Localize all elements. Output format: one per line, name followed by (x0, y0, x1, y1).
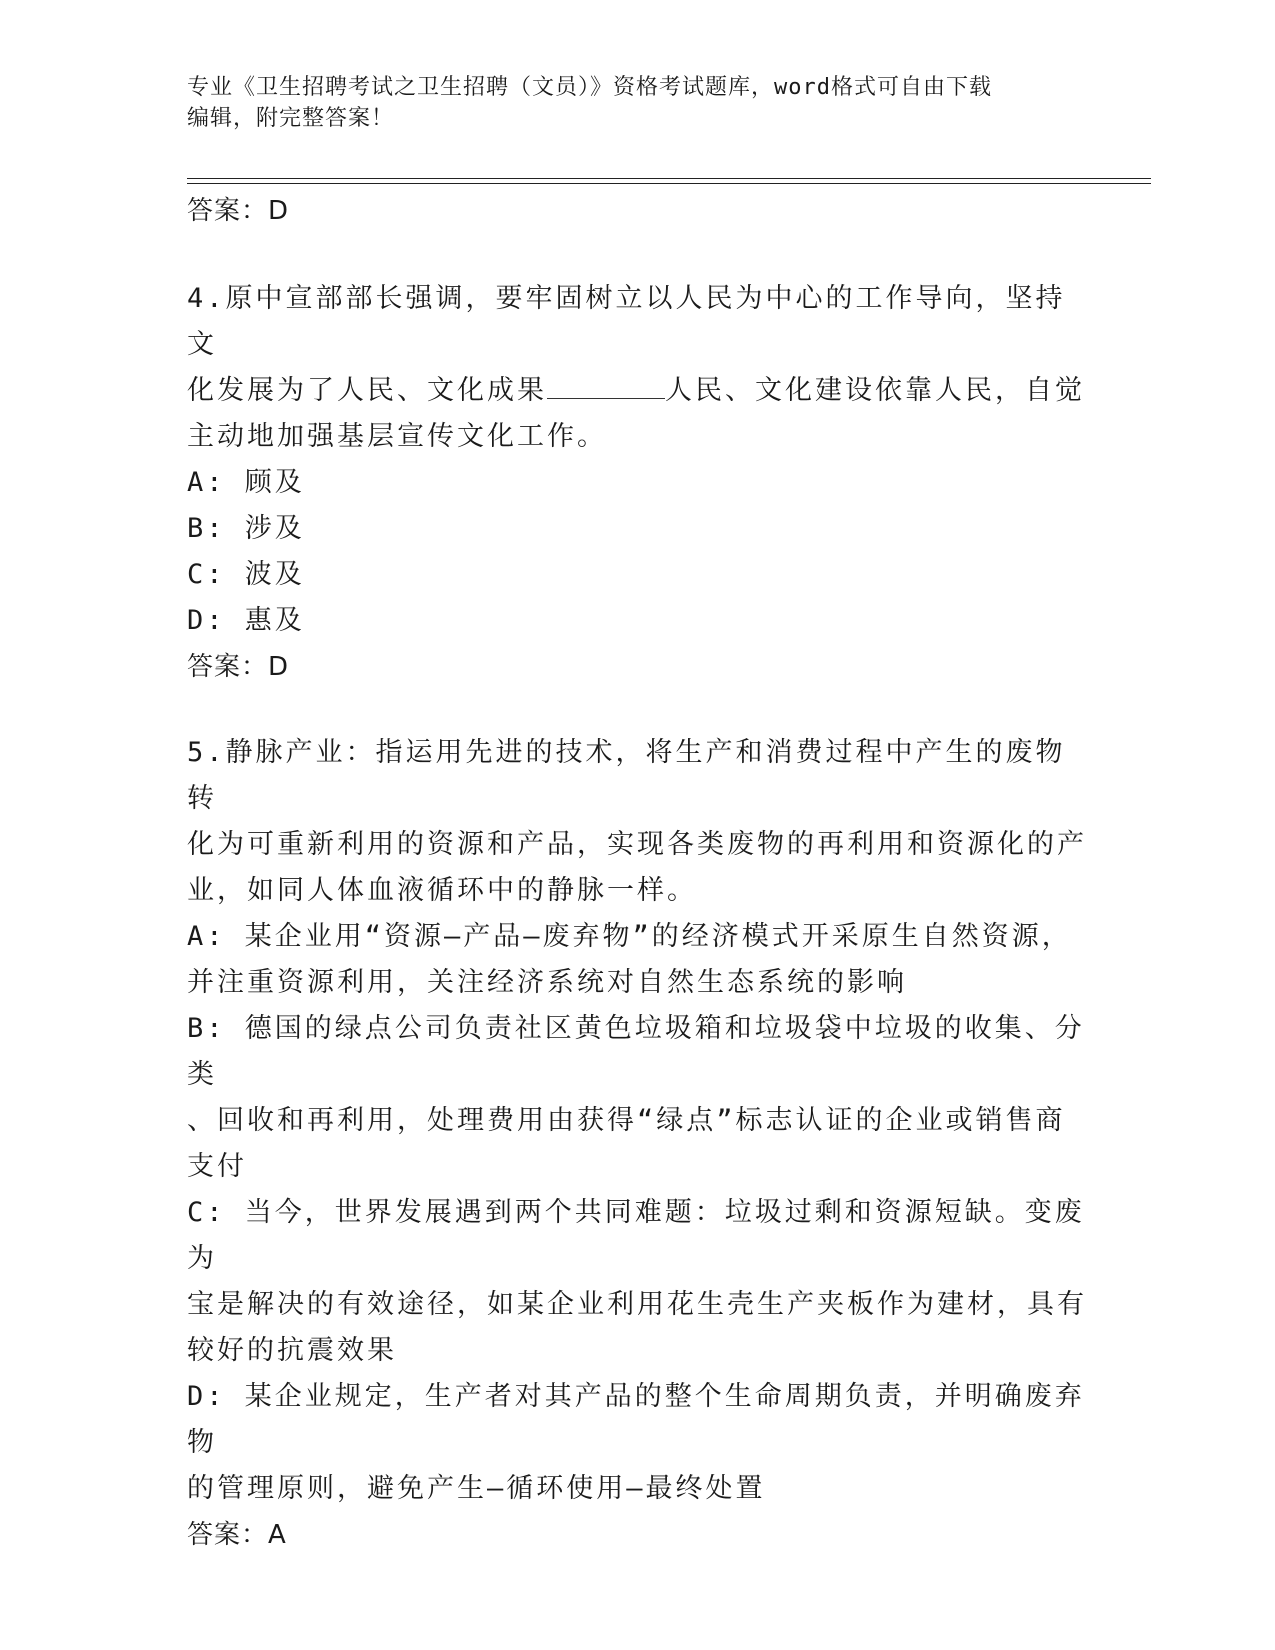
question-4 (187, 276, 1087, 690)
question-5-option-b-line-3: 支付 (187, 1151, 247, 1182)
header-divider-bottom (187, 183, 1151, 184)
question-4-line-2 (187, 368, 1087, 414)
question-5-answer: 答案：A (187, 1520, 287, 1550)
question-5-option-d-line-1: D: 某企业规定，生产者对其产品的整个生命周期负责，并明确废弃物 (187, 1381, 1085, 1458)
question-4-answer: 答案：D (187, 652, 290, 682)
question-5-line-2: 化为可重新利用的资源和产品，实现各类废物的再利用和资源化的产 (187, 829, 1087, 860)
question-5-option-b-line-1: B: 德国的绿点公司负责社区黄色垃圾箱和垃圾袋中垃圾的收集、分类 (187, 1013, 1085, 1090)
question-4-line-1: 4.原中宣部部长强调，要牢固树立以人民为中心的工作导向，坚持文 (187, 283, 1066, 360)
question-5-option-a-line-1: A: 某企业用“资源—产品—废弃物”的经济模式开采原生自然资源， (187, 921, 1072, 952)
question-5-option-a-line-2: 并注重资源利用，关注经济系统对自然生态系统的影响 (187, 967, 907, 998)
question-5-line-1: 5.静脉产业：指运用先进的技术，将生产和消费过程中产生的废物转 (187, 737, 1066, 814)
question-5-option-c-line-3: 较好的抗震效果 (187, 1335, 397, 1366)
question-4-option-a: A: 顾及 (187, 467, 305, 498)
header-line-2: 编辑，附完整答案！ (187, 106, 395, 131)
question-4-line-2-part-a: 化发展为了人民、文化成果 (187, 375, 547, 406)
question-4-line-3: 主动地加强基层宣传文化工作。 (187, 421, 607, 452)
question-5-line-3: 业，如同人体血液循环中的静脉一样。 (187, 875, 697, 906)
document-header (187, 72, 1087, 134)
question-4-line-2-part-b: 人民、文化建设依靠人民，自觉 (665, 375, 1085, 406)
question-4-option-b: B: 涉及 (187, 513, 305, 544)
question-4-option-c: C: 波及 (187, 559, 305, 590)
question-4-option-d: D: 惠及 (187, 605, 305, 636)
previous-question-answer: 答案：D (187, 196, 290, 226)
header-divider-top (187, 178, 1151, 179)
question-5-option-d-line-2: 的管理原则，避免产生—循环使用—最终处置 (187, 1473, 766, 1504)
fill-in-blank (547, 376, 665, 399)
document-body (187, 188, 1087, 1558)
header-line-1: 专业《卫生招聘考试之卫生招聘（文员）》资格考试题库，word格式可自由下载 (187, 75, 992, 100)
question-5-option-c-line-1: C: 当今，世界发展遇到两个共同难题：垃圾过剩和资源短缺。变废为 (187, 1197, 1085, 1274)
question-5-option-b-line-2: 、回收和再利用，处理费用由获得“绿点”标志认证的企业或销售商 (187, 1105, 1066, 1136)
question-5-option-c-line-2: 宝是解决的有效途径，如某企业利用花生壳生产夹板作为建材，具有 (187, 1289, 1087, 1320)
question-5 (187, 730, 1087, 1558)
